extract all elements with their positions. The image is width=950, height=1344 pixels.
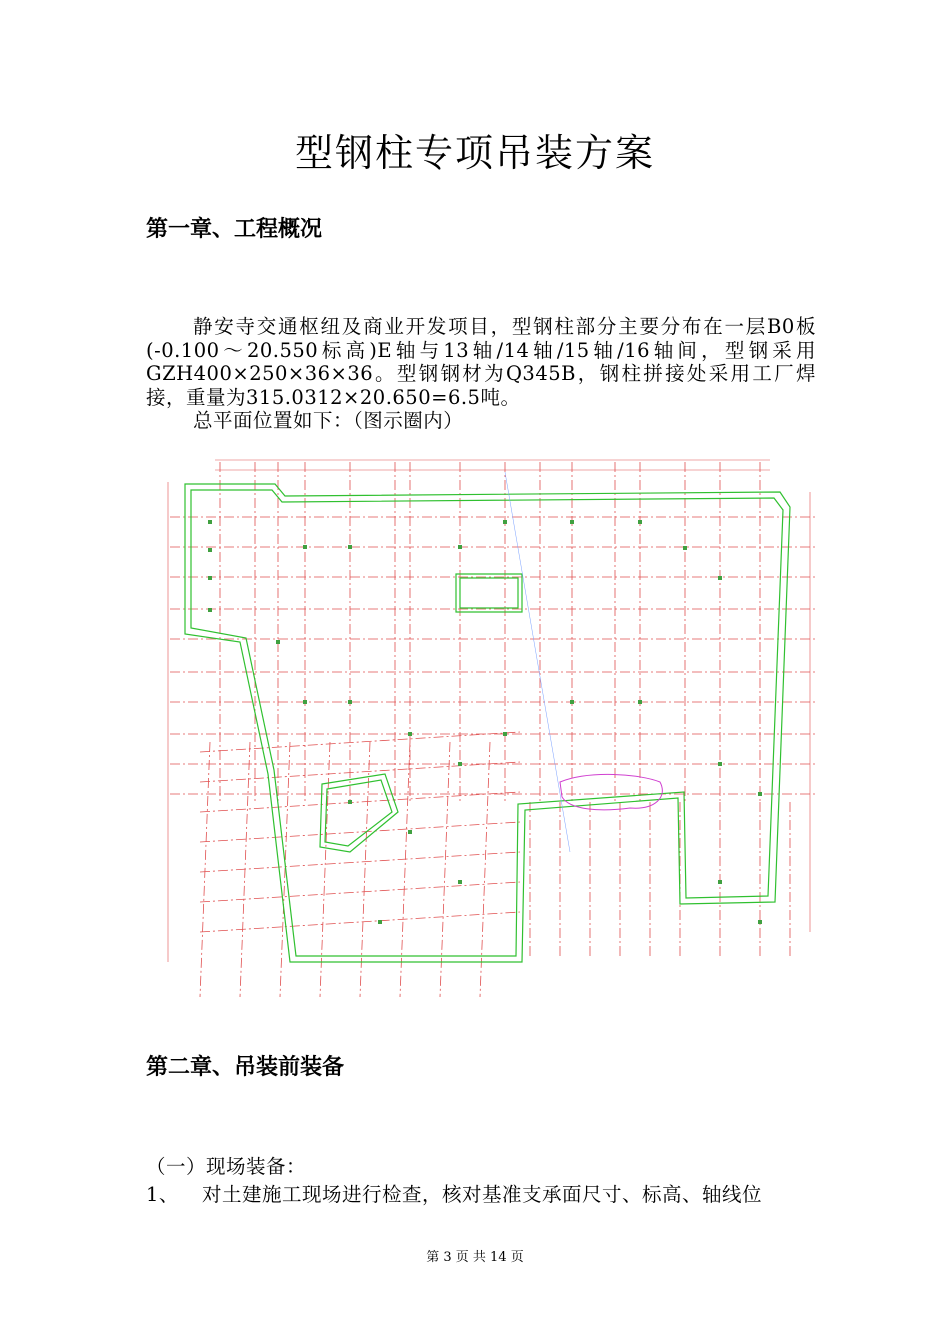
page-footer: 第 3 页 共 14 页	[426, 1250, 524, 1265]
plan-location-note: 总平面位置如下：（图示圈内）	[193, 409, 464, 432]
document-title: 型钢柱专项吊装方案	[294, 131, 655, 175]
section-site-preparation: （一）现场装备：	[146, 1155, 307, 1178]
list-item-text: 对土建施工现场进行检查，核对基准支承面尺寸、标高、轴线位	[202, 1183, 763, 1206]
chapter-1-heading: 第一章、工程概况	[146, 217, 323, 242]
site-plan-drawing	[160, 452, 825, 1007]
list-item-number: 1、	[146, 1183, 179, 1206]
project-overview-paragraph: 静安寺交通枢纽及商业开发项目，型钢柱部分主要分布在一层B0板(-0.100～20.550标高)E轴与13轴/14轴/15轴/16轴间，型钢采用GZH400×250×36×36。型钢钢材为Q345B，钢柱拼接处采用工厂焊接，重量为315.0312×20.650=6.5吨。	[146, 315, 816, 409]
chapter-2-heading: 第二章、吊装前装备	[146, 1055, 345, 1080]
